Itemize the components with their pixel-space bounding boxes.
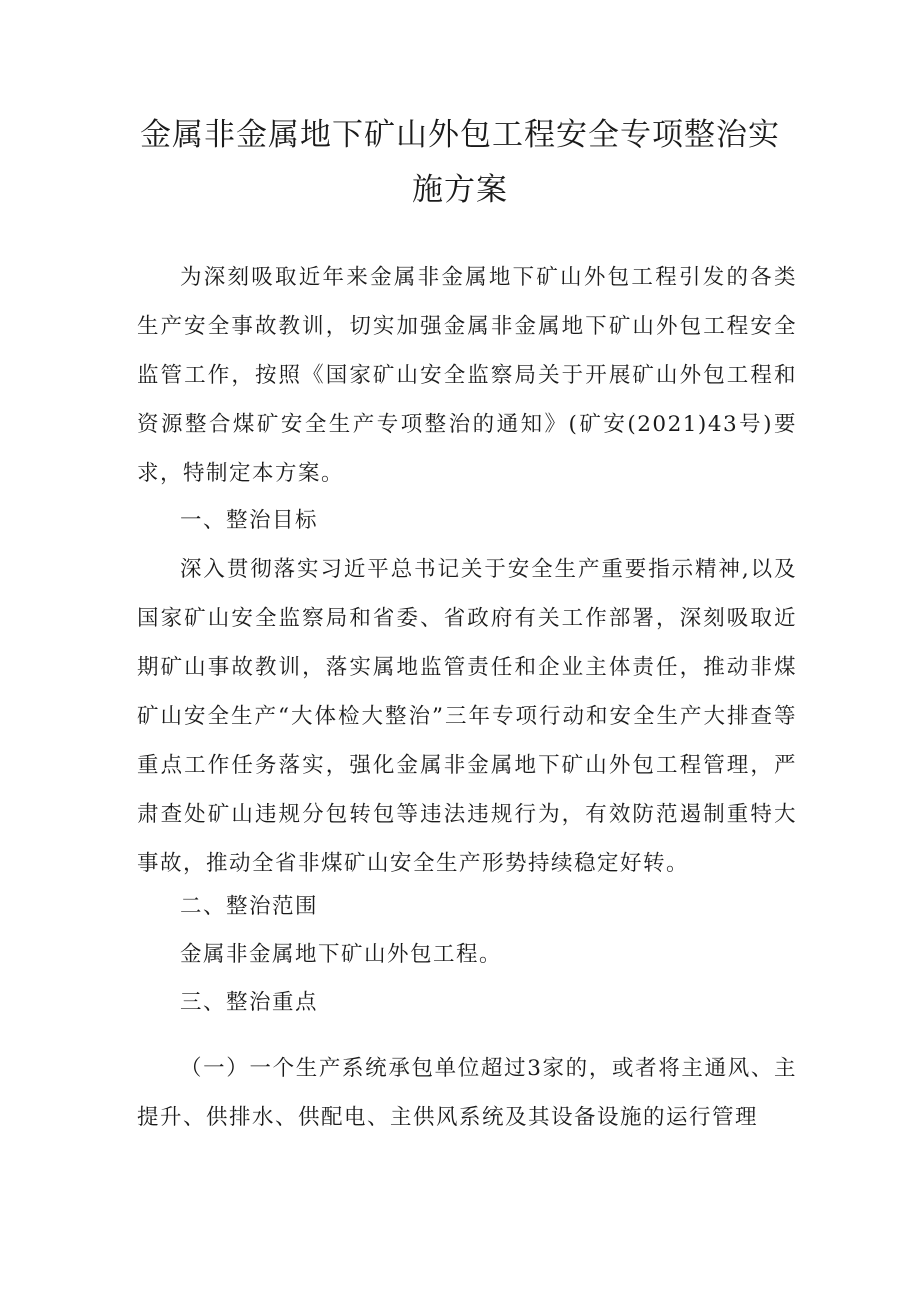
section-body-focus: （一）一个生产系统承包单位超过3家的，或者将主通风、主提升、供排水、供配电、主供风系统及其设备设施的运行管理 <box>137 1056 797 1130</box>
section-body-scope: 金属非金属地下矿山外包工程。 <box>180 942 503 967</box>
document-title: 金属非金属地下矿山外包工程安全专项整治实施方案 <box>140 117 780 208</box>
intro-paragraph: 为深刻吸取近年来金属非金属地下矿山外包工程引发的各类生产安全事故教训，切实加强金属非金属地下矿山外包工程安全监管工作，按照《国家矿山安全监察局关于开展矿山外包工程和资源整合煤矿安全生产专项整治的通知》(矿安(2021)43号)要求，特制定本方案。 <box>137 265 797 486</box>
section-body-goal: 深入贯彻落实习近平总书记关于安全生产重要指示精神,以及国家矿山安全监察局和省委、省政府有关工作部署，深刻吸取近期矿山事故教训，落实属地监管责任和企业主体责任，推动非煤矿山安全生产“大体检大整治”三年专项行动和安全生产大排查等重点工作任务落实，强化金属非金属地下矿山外包工程管理，严肃查处矿山违规分包转包等违法违规行为，有效防范遏制重特大事故，推动全省非煤矿山安全生产形势持续稳定好转。 <box>137 557 797 876</box>
section-heading-scope: 二、整治范围 <box>180 894 319 919</box>
section-heading-goal: 一、整治目标 <box>180 508 319 533</box>
section-heading-focus: 三、整治重点 <box>180 990 319 1015</box>
